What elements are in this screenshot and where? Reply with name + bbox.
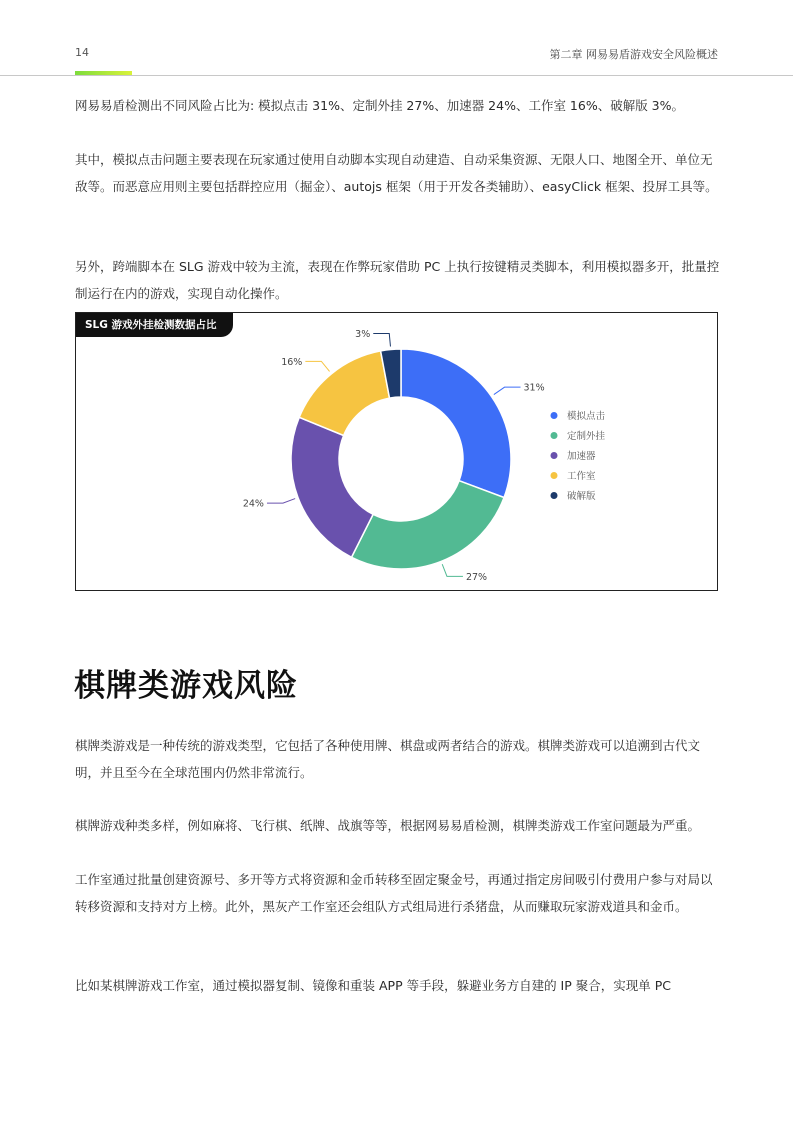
page-number: 14 xyxy=(75,46,89,59)
slice-label-3: 24% xyxy=(242,498,264,510)
legend-label-3: 加速器 xyxy=(567,451,596,462)
legend-marker-1 xyxy=(551,412,558,419)
leader-line-3 xyxy=(267,499,295,504)
legend-marker-3 xyxy=(551,452,558,459)
legend-label-4: 工作室 xyxy=(567,471,596,482)
chapter-title: 第二章 网易易盾游戏安全风险概述 xyxy=(549,48,718,61)
paragraph-studio-example: 比如某棋牌游戏工作室，通过模拟器复制、镜像和重装 APP 等手段，躲避业务方自建的 IP 聚合，实现单 PC xyxy=(75,978,671,993)
legend-label-1: 模拟点击 xyxy=(567,411,606,422)
donut-slice-4 xyxy=(299,351,389,436)
donut-chart xyxy=(76,313,717,590)
legend-marker-2 xyxy=(551,432,558,439)
donut-slice-2 xyxy=(352,481,505,569)
legend-marker-4 xyxy=(551,472,558,479)
slice-label-4: 16% xyxy=(281,356,303,368)
donut-slice-1 xyxy=(401,349,511,498)
paragraph-chess-types: 棋牌游戏种类多样，例如麻将、飞行棋、纸牌、战旗等等，根据网易易盾检测，棋牌类游戏工作室问题最为严重。 xyxy=(75,818,701,833)
paragraph-simulated-click: 其中，模拟点击问题主要表现在玩家通过使用自动脚本实现自动建造、自动采集资源、无限人口、地图全开、单位无敌等。而恶意应用则主要包括群控应用（掘金）、autojs 框架（用于开发各类辅助）、easyClick 框架、投屏工具等。 xyxy=(75,152,718,194)
donut-slice-3 xyxy=(291,417,373,557)
chart-container xyxy=(75,312,718,591)
slice-label-1: 31% xyxy=(523,382,545,394)
paragraph-studio-methods: 工作室通过批量创建资源号、多开等方式将资源和金币转移至固定聚金号，再通过指定房间吸引付费用户参与对局以转移资源和支持对方上榜。此外，黑灰产工作室还会组队方式组局进行杀猪盘，从而赚取玩家游戏道具和金币。 xyxy=(75,872,713,914)
slice-label-2: 27% xyxy=(465,571,488,583)
section-title: 棋牌类游戏风险 xyxy=(74,668,298,704)
chart-title: SLG 游戏外挂检测数据占比 xyxy=(76,313,233,337)
leader-line-4 xyxy=(305,361,329,371)
paragraph-chess-intro: 棋牌类游戏是一种传统的游戏类型，它包括了各种使用牌、棋盘或两者结合的游戏。棋牌类游戏可以追溯到古代文明，并且至今在全球范围内仍然非常流行。 xyxy=(75,738,701,780)
header-accent-bar xyxy=(75,71,132,75)
legend-label-5: 破解版 xyxy=(567,491,596,502)
header-divider xyxy=(0,75,793,76)
legend-marker-5 xyxy=(551,492,558,499)
leader-line-1 xyxy=(494,387,521,394)
slice-label-5: 3% xyxy=(355,329,371,341)
leader-line-5 xyxy=(373,334,390,347)
leader-line-2 xyxy=(442,564,463,576)
legend-label-2: 定制外挂 xyxy=(567,431,606,442)
paragraph-risk-ratio: 网易易盾检测出不同风险占比为: 模拟点击 31%、定制外挂 27%、加速器 24%、工作室 16%、破解版 3%。 xyxy=(75,98,685,113)
paragraph-cross-platform: 另外，跨端脚本在 SLG 游戏中较为主流，表现在作弊玩家借助 PC 上执行按键精灵类脚本，利用模拟器多开，批量控制运行在内的游戏，实现自动化操作。 xyxy=(75,259,720,301)
